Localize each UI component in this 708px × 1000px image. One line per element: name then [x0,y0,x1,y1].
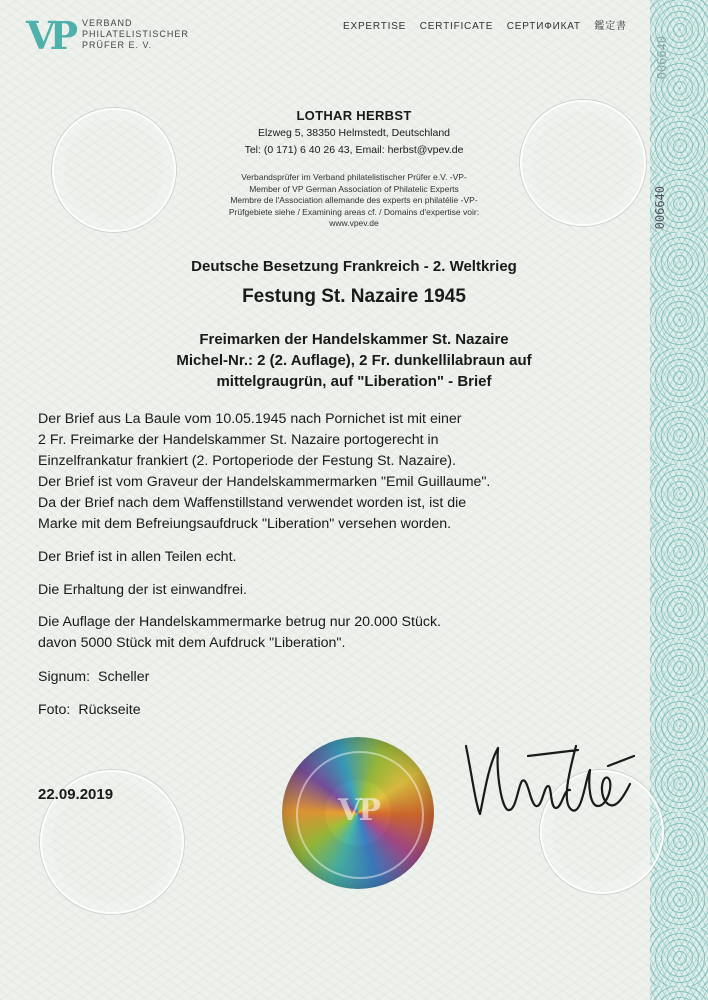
condition-statement: Die Erhaltung der ist einwandfrei. [38,582,247,598]
serial-number: 006640 [653,186,667,230]
signum-label: Signum: [38,669,91,685]
subject-title: Festung St. Nazaire 1945 [242,286,466,307]
expert-name: LOTHAR HERBST [296,108,412,123]
subject-line: mittelgraugrün, auf "Liberation" - Brief [216,373,492,390]
description-line: Der Brief ist vom Graveur der Handelskammermarken "Emil Guillaume". [38,474,491,490]
hologram-vp-mark: VP [338,793,378,828]
membership-line: Prüfgebiete siehe / Examining areas cf. / Domains d'expertise voir: [228,206,480,217]
subject-line: Freimarken der Handelskammer St. Nazaire [199,331,509,348]
vp-logo-mark: VP [26,13,73,58]
issue-date: 22.09.2019 [38,786,114,803]
description-line: Der Brief aus La Baule vom 10.05.1945 nach Pornichet ist mit einer [38,411,462,427]
signum-value: Scheller [98,669,150,685]
expert-signature [458,726,638,836]
certificate-heading [343,17,637,32]
genuine-statement: Der Brief ist in allen Teilen echt. [38,549,237,565]
heading-de: EXPERTISE [343,21,407,32]
foto-label: Foto: [38,702,71,718]
membership-line: Verbandsprüfer im Verband philatelistischer Prüfer e.V. -VP- [241,172,467,182]
association-name-line: VERBAND [82,18,133,28]
description-line: 2 Fr. Freimarke der Handelskammer St. Nazaire portogerecht in [38,432,439,448]
signum-row [38,667,638,688]
association-name-line: PRÜFER E. V. [82,40,153,50]
association-name [82,18,242,51]
subject-area: Deutsche Besetzung Frankreich - 2. Weltkrieg [191,258,517,275]
description [38,409,638,535]
expert-address: Elzweg 5, 38350 Helmstedt, Deutschland [257,127,451,139]
edition-statement [38,612,638,654]
membership-line: Membre de l'Association allemande des experts en philatélie -VP- [230,195,478,205]
foto-value: Rückseite [78,702,141,718]
membership-statement [0,172,708,230]
heading-en: CERTIFICATE [419,21,494,32]
description-line: Da der Brief nach dem Waffenstillstand verwendet worden ist, ist die [38,495,467,511]
edition-line: davon 5000 Stück mit dem Aufdruck "Liberation". [38,635,346,651]
subject-details [0,329,708,392]
membership-line: Member of VP German Association of Philatelic Experts [249,183,459,194]
hologram-seal [282,737,434,889]
edition-line: Die Auflage der Handelskammermarke betrug nur 20.000 Stück. [38,614,441,630]
description-line: Marke mit dem Befreiungsaufdruck "Liberation" versehen worden. [38,516,452,532]
foto-row [38,700,638,721]
serial-number-faint: 006640 [655,36,669,80]
association-name-line: PHILATELISTISCHER [82,29,189,39]
heading-ru: СЕРТИФИКАТ [506,21,581,32]
membership-website: www.vpev.de [329,218,379,228]
description-line: Einzelfrankatur frankiert (2. Portoperiode der Festung St. Nazaire). [38,453,456,469]
heading-jp: 鑑定書 [594,21,627,32]
expert-contact: Tel: (0 171) 6 40 26 43, Email: herbst@vpev.de [244,144,464,156]
subject-line: Michel-Nr.: 2 (2. Auflage), 2 Fr. dunkellilabraun auf [176,352,532,369]
